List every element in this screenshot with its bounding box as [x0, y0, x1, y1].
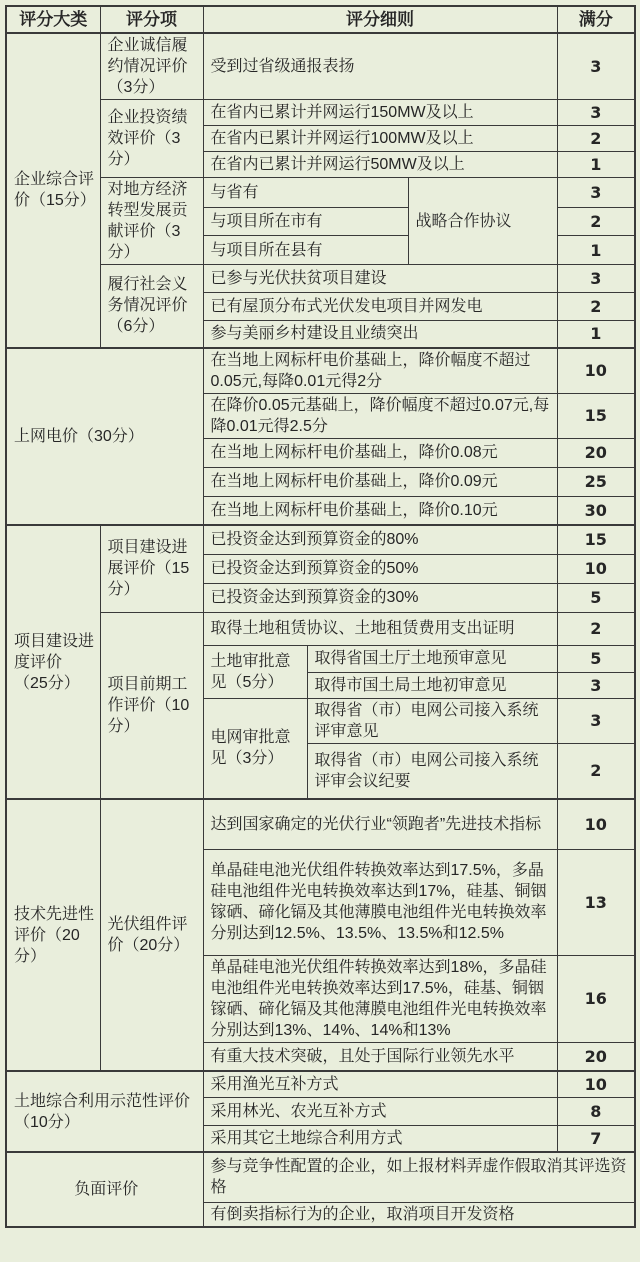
score-cell: 5	[557, 645, 635, 672]
score-cell: 3	[557, 265, 635, 293]
criteria-cell: 采用渔光互补方式	[203, 1071, 557, 1097]
criteria-cell: 在省内已累计并网运行50MW及以上	[203, 152, 557, 178]
criteria-cell: 与省有	[203, 178, 408, 208]
table-row	[6, 178, 635, 208]
item-cell: 项目建设进展评价（15分）	[100, 525, 203, 612]
score-cell: 3	[557, 698, 635, 743]
score-cell: 2	[557, 293, 635, 321]
score-cell: 7	[557, 1125, 635, 1152]
item-cell: 对地方经济转型发展贡献评价（3分）	[100, 178, 203, 265]
criteria-cell: 与项目所在市有	[203, 207, 408, 236]
criteria-cell: 在当地上网标杆电价基础上，降价0.10元	[203, 496, 557, 525]
category-cell: 土地综合利用示范性评价（10分）	[6, 1071, 203, 1152]
header-item: 评分项	[100, 6, 203, 33]
header-row	[6, 6, 635, 33]
criteria-cell: 与项目所在县有	[203, 236, 408, 265]
criteria-cell: 取得市国土局土地初审意见	[307, 672, 557, 698]
score-cell: 3	[557, 178, 635, 208]
score-cell: 2	[557, 207, 635, 236]
criteria-cell: 有倒卖指标行为的企业，取消项目开发资格	[203, 1202, 635, 1227]
criteria-cell: 在当地上网标杆电价基础上，降价幅度不超过0.05元,每降0.01元得2分	[203, 348, 557, 394]
table-row	[6, 525, 635, 554]
score-cell: 20	[557, 438, 635, 467]
table-row	[6, 1152, 635, 1202]
category-cell: 项目建设进度评价（25分）	[6, 525, 100, 799]
category-cell: 负面评价	[6, 1152, 203, 1227]
score-cell: 10	[557, 1071, 635, 1097]
score-cell: 3	[557, 33, 635, 100]
item-cell: 企业诚信履约情况评价（3分）	[100, 33, 203, 100]
table-row	[6, 100, 635, 126]
criteria-cell: 取得省国土厅土地预审意见	[307, 645, 557, 672]
score-cell: 8	[557, 1097, 635, 1125]
score-cell: 2	[557, 743, 635, 799]
criteria-cell: 有重大技术突破，且处于国际行业领先水平	[203, 1042, 557, 1071]
score-cell: 10	[557, 348, 635, 394]
item-cell: 企业投资绩效评价（3分）	[100, 100, 203, 178]
criteria-cell: 参与美丽乡村建设且业绩突出	[203, 321, 557, 348]
table-row	[6, 265, 635, 293]
category-cell: 技术先进性评价（20分）	[6, 799, 100, 1071]
score-cell: 3	[557, 100, 635, 126]
criteria-cell: 已投资金达到预算资金的80%	[203, 525, 557, 554]
score-cell: 1	[557, 321, 635, 348]
header-score: 满分	[557, 6, 635, 33]
score-cell: 10	[557, 799, 635, 849]
criteria-cell: 采用林光、农光互补方式	[203, 1097, 557, 1125]
criteria-cell: 在降价0.05元基础上，降价幅度不超过0.07元,每降0.01元得2.5分	[203, 393, 557, 438]
criteria-cell: 受到过省级通报表扬	[203, 33, 557, 100]
criteria-cell: 在省内已累计并网运行100MW及以上	[203, 126, 557, 152]
score-cell: 3	[557, 672, 635, 698]
score-cell: 16	[557, 955, 635, 1042]
table-row	[6, 799, 635, 849]
subitem-cell: 土地审批意见（5分）	[203, 645, 307, 698]
criteria-cell: 已有屋顶分布式光伏发电项目并网发电	[203, 293, 557, 321]
item-cell: 光伏组件评价（20分）	[100, 799, 203, 1071]
criteria-cell: 参与竞争性配置的企业，如上报材料弄虚作假取消其评选资格	[203, 1152, 635, 1202]
score-cell: 13	[557, 849, 635, 955]
table-row	[6, 612, 635, 645]
table-row	[6, 348, 635, 394]
criteria-cell: 在当地上网标杆电价基础上，降价0.08元	[203, 438, 557, 467]
criteria-cell: 已投资金达到预算资金的30%	[203, 583, 557, 612]
score-cell: 25	[557, 467, 635, 496]
criteria-cell: 已参与光伏扶贫项目建设	[203, 265, 557, 293]
header-category: 评分大类	[6, 6, 100, 33]
criteria-cell: 在省内已累计并网运行150MW及以上	[203, 100, 557, 126]
criteria-cell: 采用其它土地综合利用方式	[203, 1125, 557, 1152]
score-cell: 1	[557, 152, 635, 178]
table-row	[6, 33, 635, 100]
strategic-agreement-cell: 战略合作协议	[408, 178, 557, 265]
score-cell: 2	[557, 612, 635, 645]
criteria-cell: 取得土地租赁协议、土地租赁费用支出证明	[203, 612, 557, 645]
criteria-cell: 单晶硅电池光伏组件转换效率达到17.5%，多晶硅电池组件光电转换效率达到17%，硅基、铜铟镓硒、碲化镉及其他薄膜电池组件光电转换效率分别达到12.5%、13.5%、13.5%和12.5%	[203, 849, 557, 955]
criteria-cell: 取得省（市）电网公司接入系统评审会议纪要	[307, 743, 557, 799]
score-cell: 20	[557, 1042, 635, 1071]
score-cell: 30	[557, 496, 635, 525]
criteria-cell: 已投资金达到预算资金的50%	[203, 554, 557, 583]
scoring-table	[5, 5, 636, 1228]
score-cell: 1	[557, 236, 635, 265]
criteria-cell: 单晶硅电池光伏组件转换效率达到18%，多晶硅电池组件光电转换效率达到17.5%，硅基、铜铟镓硒、碲化镉及其他薄膜电池组件光电转换效率分别达到13%、14%、14%和13%	[203, 955, 557, 1042]
category-cell: 企业综合评价（15分）	[6, 33, 100, 348]
score-cell: 10	[557, 554, 635, 583]
score-cell: 5	[557, 583, 635, 612]
item-cell: 项目前期工作评价（10分）	[100, 612, 203, 799]
score-cell: 2	[557, 126, 635, 152]
score-cell: 15	[557, 525, 635, 554]
subitem-cell: 电网审批意见（3分）	[203, 698, 307, 799]
table-row	[6, 1071, 635, 1097]
item-cell: 履行社会义务情况评价（6分）	[100, 265, 203, 348]
header-criteria: 评分细则	[203, 6, 557, 33]
criteria-cell: 在当地上网标杆电价基础上，降价0.09元	[203, 467, 557, 496]
criteria-cell: 取得省（市）电网公司接入系统评审意见	[307, 698, 557, 743]
category-cell: 上网电价（30分）	[6, 348, 203, 526]
score-cell: 15	[557, 393, 635, 438]
criteria-cell: 达到国家确定的光伏行业“领跑者”先进技术指标	[203, 799, 557, 849]
